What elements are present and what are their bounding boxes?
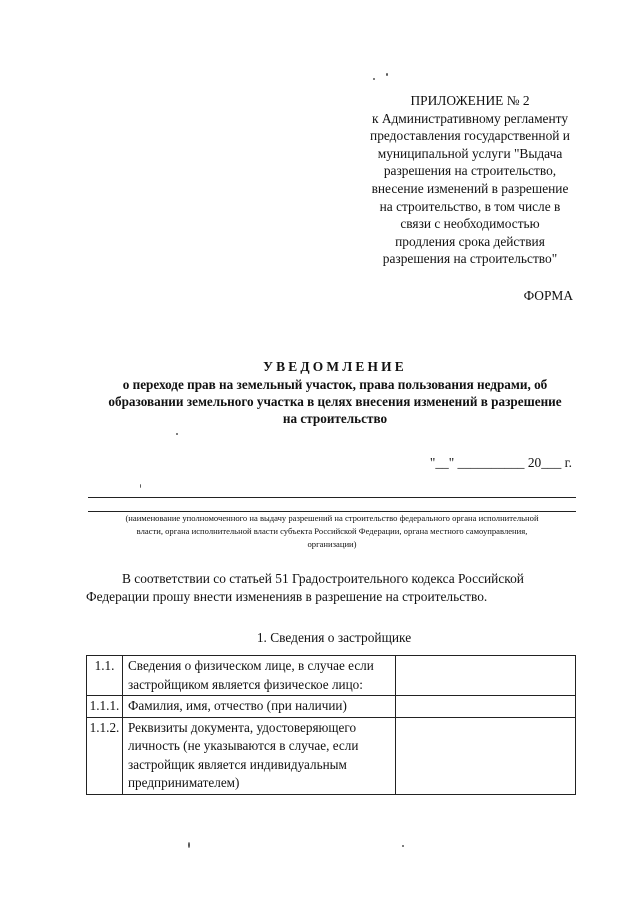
appendix-line: муниципальной услуги "Выдача	[377, 145, 563, 161]
authority-caption	[88, 512, 576, 551]
authority-fill-line	[88, 497, 576, 498]
authority-caption-line: власти, органа исполнительной власти субъекта Российской Федерации, органа местного самоуправления,	[136, 526, 528, 536]
row-number: 1.1.1.	[87, 696, 123, 718]
appendix-line: внесение изменений в разрешение	[371, 180, 569, 196]
row-value-cell[interactable]	[396, 696, 576, 718]
row-number: 1.1.2.	[87, 717, 123, 794]
date-line: "__" __________ 20___ г.	[429, 455, 572, 470]
scan-speck	[386, 73, 388, 76]
row-label: Реквизиты документа, удостоверяющего личность (не указываются в случае, если застройщик является индивидуальным предпринимателем)	[123, 717, 396, 794]
authority-caption-line: организации)	[307, 539, 357, 549]
table-row	[87, 656, 576, 696]
scan-speck	[188, 842, 190, 848]
scan-speck	[176, 433, 178, 435]
row-value-cell[interactable]	[396, 717, 576, 794]
notice-subtitle-line: о переходе прав на земельный участок, права пользования недрами, об	[122, 377, 548, 392]
appendix-line: разрешения на строительство,	[383, 163, 557, 179]
appendix-line: продления срока действия	[395, 233, 545, 249]
intro-paragraph	[86, 570, 580, 606]
notice-subtitle-line: образовании земельного участка в целях внесения изменений в разрешение	[108, 393, 562, 409]
notice-subtitle	[86, 377, 584, 427]
appendix-line: разрешения на строительство"	[382, 251, 558, 267]
form-label: ФОРМА	[523, 288, 573, 303]
appendix-line: связи с необходимостью	[400, 216, 540, 232]
appendix-line: предоставления государственной и	[370, 128, 570, 144]
appendix-line: ПРИЛОЖЕНИЕ № 2	[410, 93, 530, 108]
scan-speck	[140, 484, 141, 488]
notice-title: УВЕДОМЛЕНИЕ	[263, 359, 407, 374]
appendix-line: к Административному регламенту	[371, 110, 569, 126]
appendix-header	[350, 92, 590, 268]
scan-speck	[402, 845, 404, 847]
row-number: 1.1.	[87, 656, 123, 696]
authority-caption-line: (наименование уполномоченного на выдачу разрешений на строительство федерального органа исполнительной	[125, 513, 539, 523]
section-title: 1. Сведения о застройщике	[256, 630, 412, 645]
intro-line: В соответствии со статьей 51 Градостроительного кодекса Российской	[122, 571, 524, 586]
notice-subtitle-line: на строительство	[282, 410, 388, 426]
row-value-cell[interactable]	[396, 656, 576, 696]
table-row	[87, 717, 576, 794]
scan-speck	[373, 78, 375, 80]
developer-info-table	[86, 655, 576, 795]
row-label: Сведения о физическом лице, в случае если застройщиком является физическое лицо:	[123, 656, 396, 696]
intro-line: Федерации прошу внести измененияв в разрешение на строительство.	[86, 589, 488, 604]
table-row	[87, 696, 576, 718]
row-label: Фамилия, имя, отчество (при наличии)	[123, 696, 396, 718]
appendix-line: на строительство, в том числе в	[379, 198, 561, 214]
